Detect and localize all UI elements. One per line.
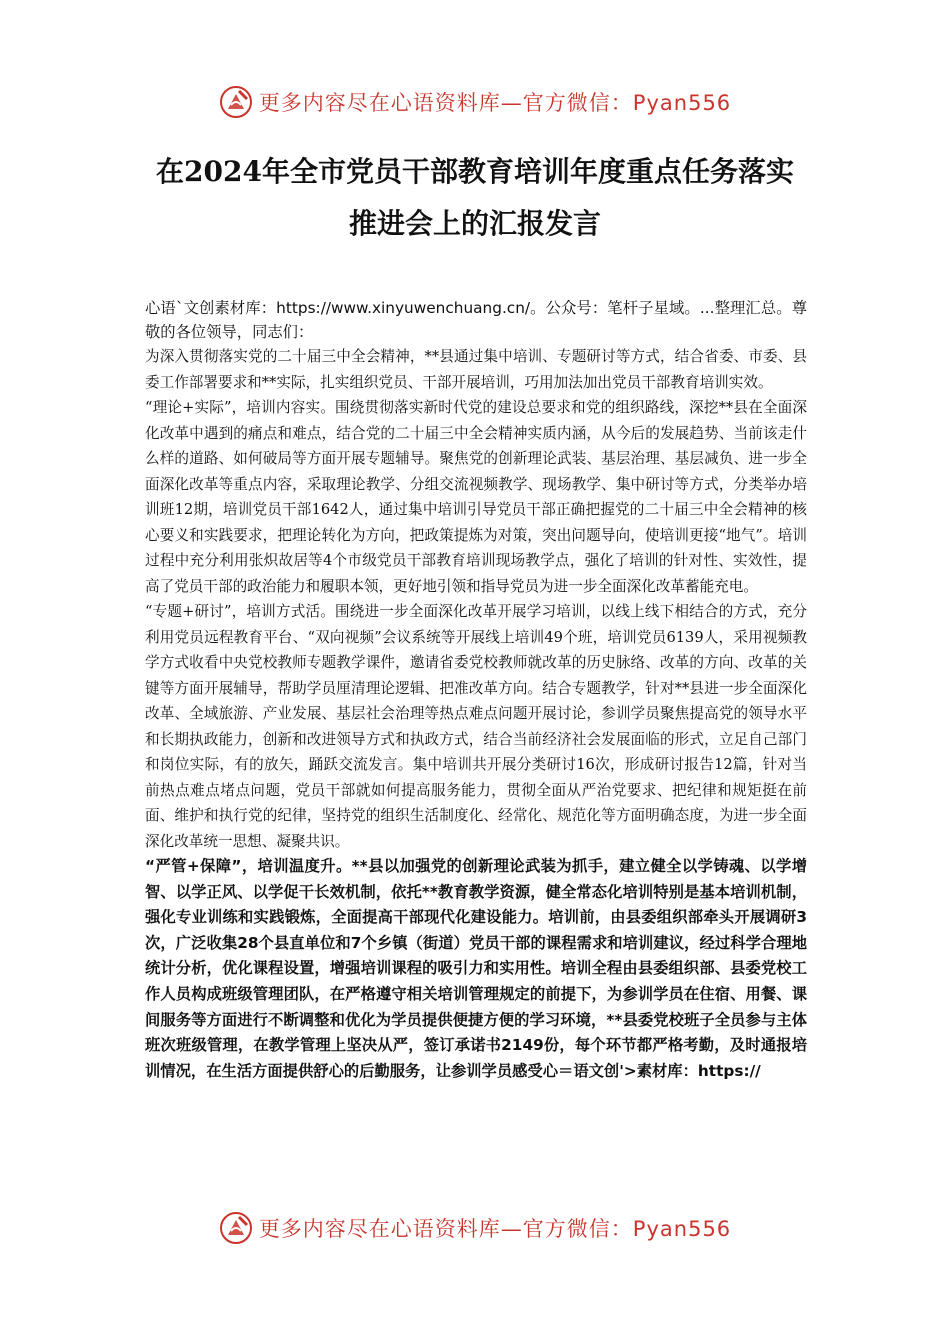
paragraph-2: “理论+实际”，培训内容实。围绕贯彻落实新时代党的建设总要求和党的组织路线，深挖**县在全面深化改革中遇到的痛点和难点，结合党的二十届三中全会精神实质内涵，从今后的发展趋势、当前该走什么样的道路、如何破局等方面开展专题辅导。聚焦党的创新理论武装、基层治理、基层减负、进一步全面深化改革等重点内容，采取理论教学、分组交流视频教学、现场教学、集中研讨等方式，分类举办培训班12期，培训党员干部1642人，通过集中培训引导党员干部正确把握党的二十届三中全会精神的核心要义和实践要求，把理论转化为方向，把政策提炼为对策，突出问题导向，使培训更接“地气”。培训过程中充分利用张炽故居等4个市级党员干部教育培训现场教学点，强化了培训的针对性、实效性，提高了党员干部的政治能力和履职本领，更好地引领和指导党员为进一步全面深化改革蓄能充电。 <box>145 399 807 595</box>
footer-banner <box>0 1206 950 1250</box>
page-title <box>80 146 870 250</box>
logo-icon <box>219 85 253 119</box>
title-line-2: 推进会上的汇报发言 <box>348 207 601 240</box>
logo-icon <box>219 1211 253 1245</box>
title-line-1: 在2024年全市党员干部教育培训年度重点任务落实 <box>156 155 794 188</box>
banner-text: 更多内容尽在心语资料库—官方微信：Pyan556 <box>258 91 732 115</box>
paragraph-3: “专题+研讨”，培训方式活。围绕进一步全面深化改革开展学习培训，以线上线下相结合的方式，充分利用党员远程教育平台、“双向视频”会议系统等开展线上培训49个班，培训党员6139人，采用视频教学方式收看中央党校教师专题教学课件，邀请省委党校教师就改革的历史脉络、改革的方向、改革的关键等方面开展辅导，帮助学员厘清理论逻辑、把准改革方向。结合专题教学，针对**县进一步全面深化改革、全域旅游、产业发展、基层社会治理等热点难点问题开展讨论，参训学员聚焦提高党的领导水平和长期执政能力，创新和改进领导方式和执政方式，结合当前经济社会发展面临的形式，立足自己部门和岗位实际，有的放矢，踊跃交流发言。集中培训共开展分类研讨16次，形成研讨报告12篇，针对当前热点难点堵点问题，党员干部就如何提高服务能力，贯彻全面从严治党要求、把纪律和规矩挺在前面、维护和执行党的纪律，坚持党的组织生活制度化、经常化、规范化等方面明确态度，为进一步全面深化改革统一思想、凝聚共识。 <box>145 603 807 850</box>
banner-text: 更多内容尽在心语资料库—官方微信：Pyan556 <box>258 1217 732 1241</box>
intro-text: 心语`文创素材库：https://www.xinyuwenchuang.cn/。公众号：笔杆子星域。...整理汇总。尊敬的各位领导，同志们： <box>145 299 807 341</box>
header-banner <box>0 80 950 124</box>
document-body <box>145 296 807 1084</box>
paragraph-4: “严管+保障”，培训温度升。**县以加强党的创新理论武装为抓手，建立健全以学铸魂、以学增智、以学正风、以学促干长效机制，依托**教育教学资源，健全常态化培训特别是基本培训机制，强化专业训练和实践锻炼，全面提高干部现代化建设能力。培训前，由县委组织部牵头开展调研3次，广泛收集28个县直单位和7个乡镇（街道）党员干部的课程需求和培训建议，经过科学合理地统计分析，优化课程设置，增强培训课程的吸引力和实用性。培训全程由县委组织部、县委党校工作人员构成班级管理团队，在严格遵守相关培训管理规定的前提下，为参训学员在住宿、用餐、课间服务等方面进行不断调整和优化为学员提供便捷方便的学习环境，**县委党校班子全员参与主体班次班级管理，在教学管理上坚决从严，签订承诺书2149份，每个环节都严格考勤，及时通报培训情况，在生活方面提供舒心的后勤服务，让参训学员感受心＝语文创'>素材库：https:// <box>145 857 807 1080</box>
paragraph-1: 为深入贯彻落实党的二十届三中全会精神，**县通过集中培训、专题研讨等方式，结合省委、市委、县委工作部署要求和**实际，扎实组织党员、干部开展培训，巧用加法加出党员干部教育培训实效。 <box>145 348 807 391</box>
